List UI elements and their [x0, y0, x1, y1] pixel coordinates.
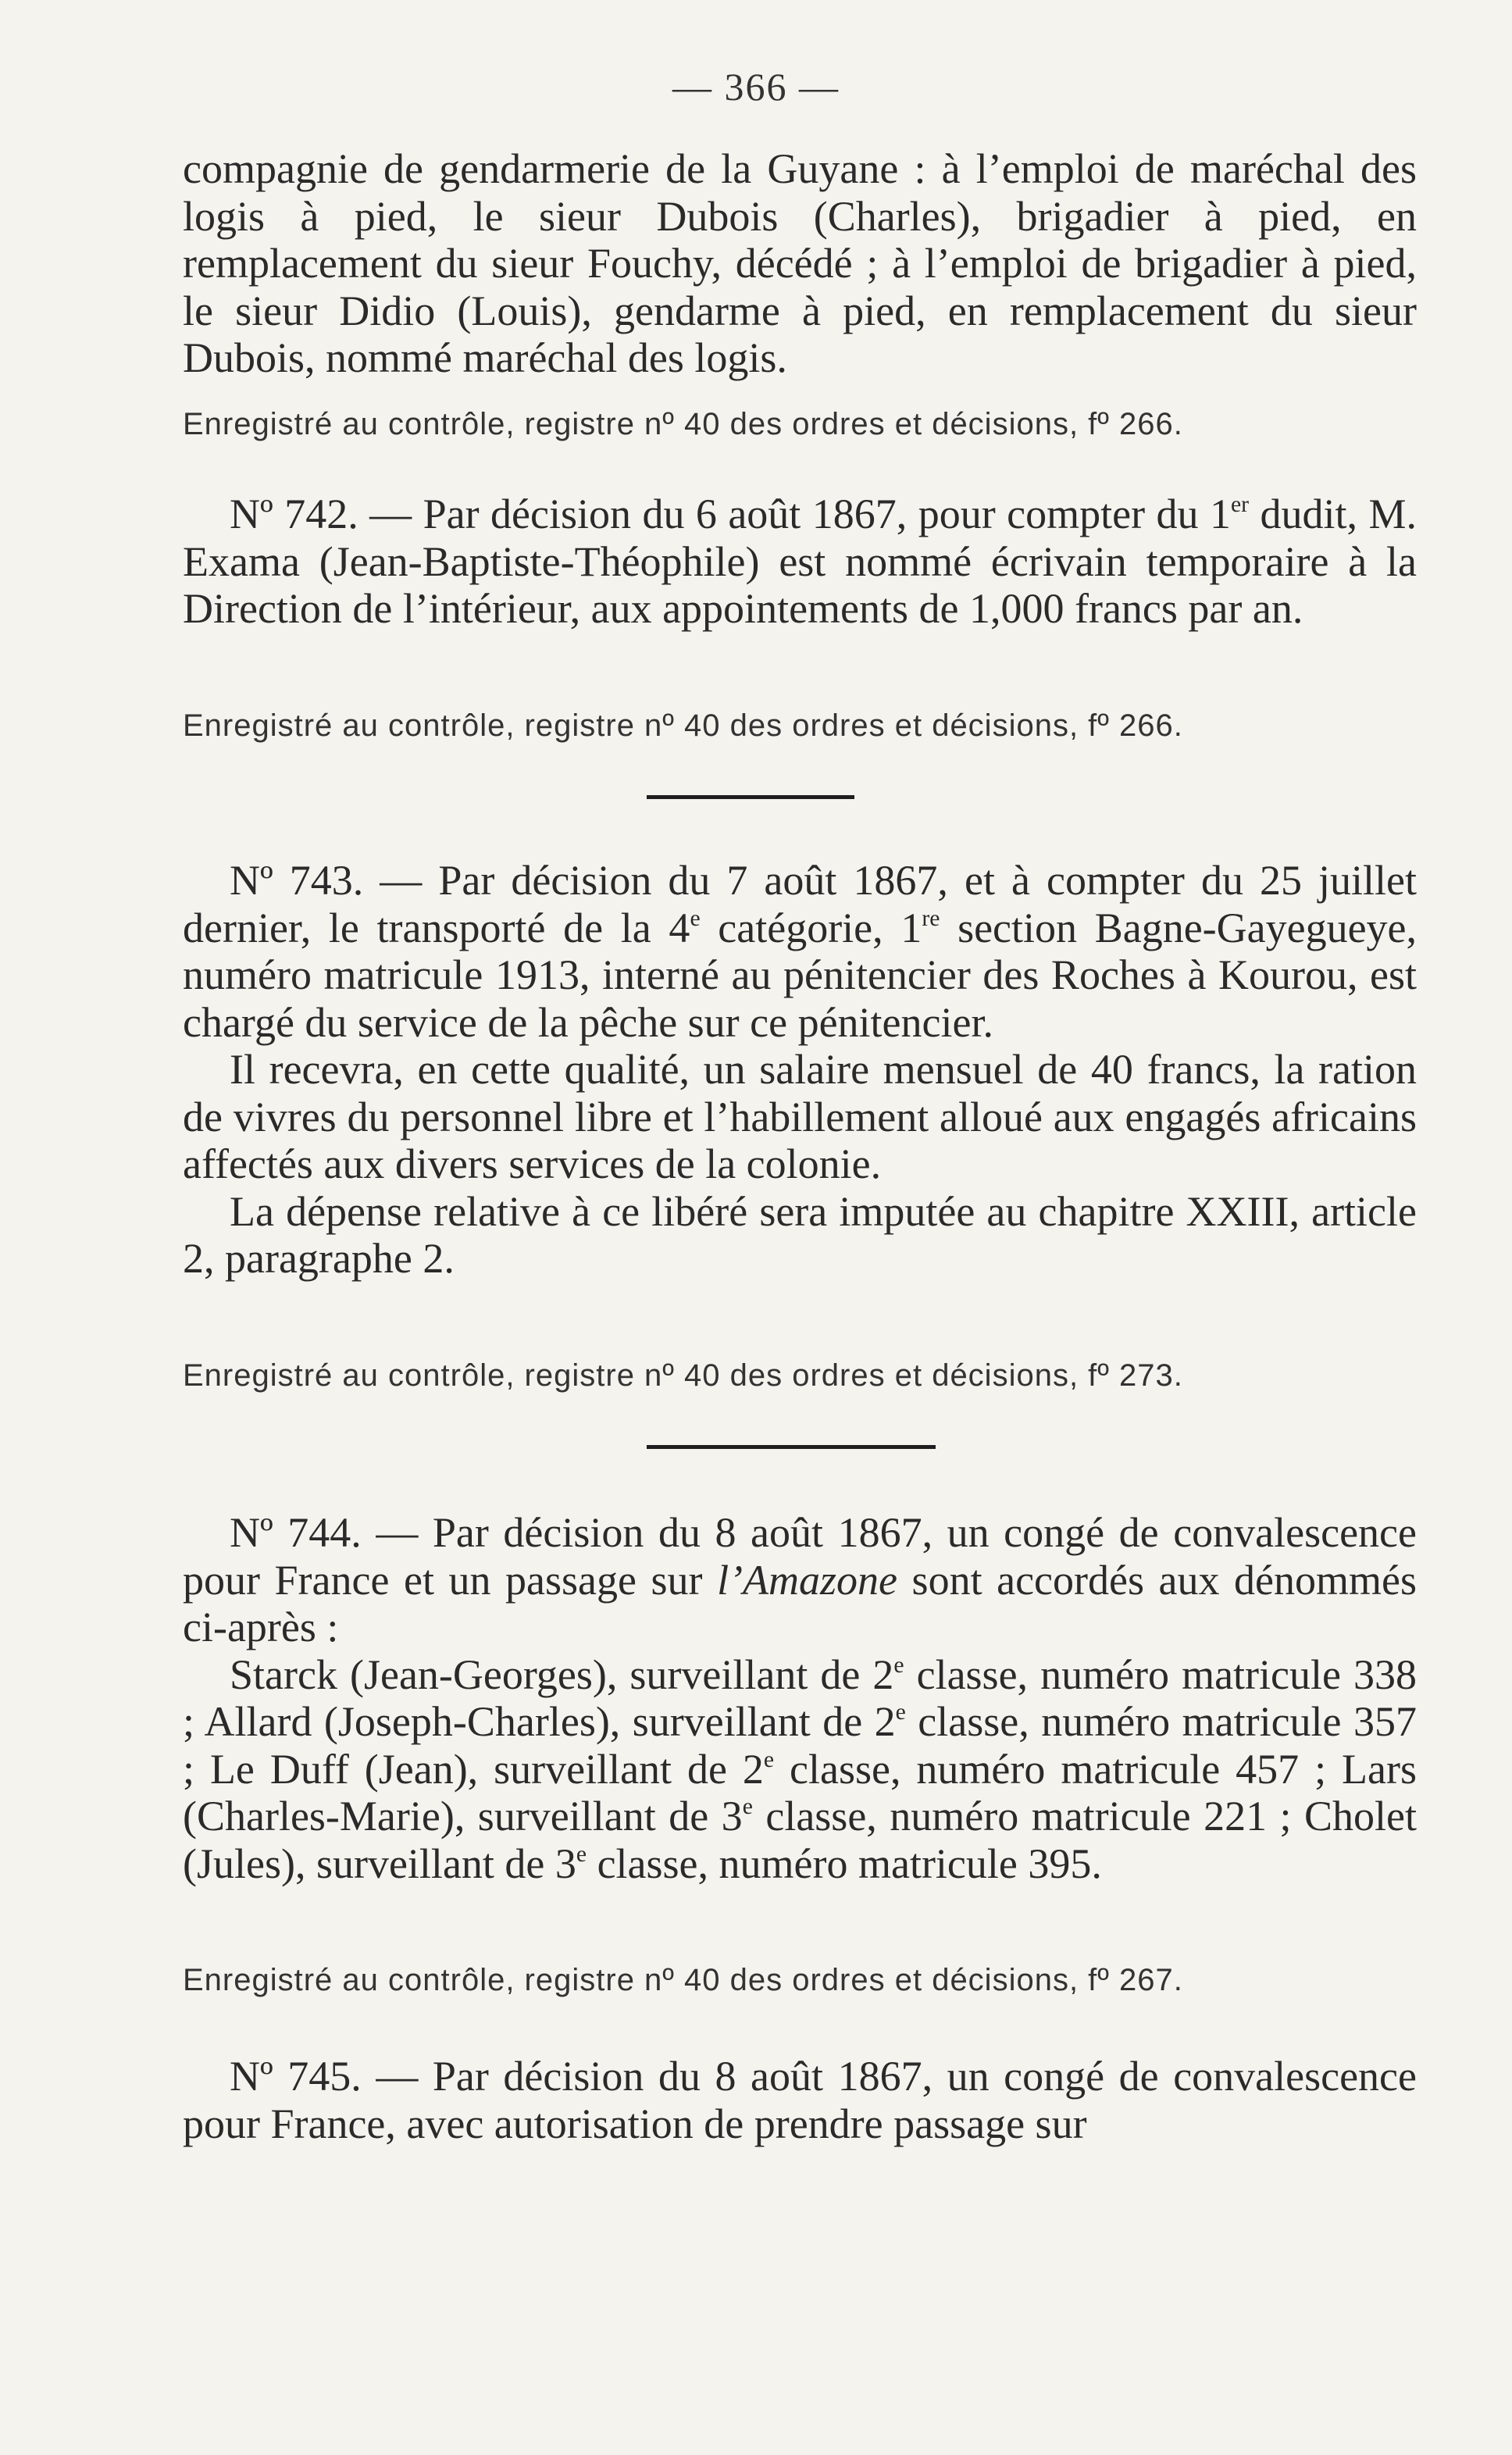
opening-section [183, 145, 1417, 382]
opening-text: compagnie de gendarmerie de la Guyane : à l’emploi de maréchal des logis à pied, le sieur Dubois (Charles), brigadier à pied, en remplacement du sieur Fouchy, décédé ; à l’emploi de brigadier à pied, le sieur Didio (Louis), gendarme à pied, en remplacement du sieur Dubois, nommé maréchal des logis. [183, 145, 1417, 381]
decision-744 [183, 1509, 1417, 1887]
page-number: — 366 — [672, 65, 840, 109]
decision-745 [183, 2053, 1417, 2147]
opening-registration-wrap [183, 406, 1417, 442]
decision-744-paragraph-1: Nº 744. — Par décision du 8 août 1867, un congé de convalescence pour France et un passage sur l’Amazone sont accordés aux dénommés ci-après : [183, 1509, 1417, 1650]
decision-742-text: Nº 742. — Par décision du 6 août 1867, pour compter du 1er dudit, M. Exama (Jean-Baptiste-Théophile) est nommé écrivain temporaire à la Direction de l’intérieur, aux appointements de 1,000 francs par an. [183, 491, 1417, 632]
decision-745-text: Nº 745. — Par décision du 8 août 1867, un congé de convalescence pour France, avec autorisation de prendre passage sur [183, 2053, 1417, 2147]
section-divider [647, 795, 854, 799]
registration-note: Enregistré au contrôle, registre nº 40 des ordres et décisions, fº 266. [183, 407, 1183, 441]
decision-744-registration-wrap [183, 1962, 1417, 1998]
ship-name: l’Amazone [717, 1556, 898, 1604]
decision-744-paragraph-2: Starck (Jean-Georges), surveillant de 2e classe, numéro matricule 338 ; Allard (Joseph-Charles), surveillant de 2e classe, numéro matricule 357 ; Le Duff (Jean), surveillant de 2e classe, numéro matricule 457 ; Lars (Charles-Marie), surveillant de 3e classe, numéro matricule 221 ; Cholet (Jules), surveillant de 3e classe, numéro matricule 395. [183, 1650, 1418, 1887]
decision-743 [183, 857, 1417, 1283]
registration-note: Enregistré au contrôle, registre nº 40 des ordres et décisions, fº 266. [183, 708, 1183, 743]
decision-743-registration-wrap [183, 1358, 1417, 1393]
registration-note: Enregistré au contrôle, registre nº 40 des ordres et décisions, fº 267. [183, 1963, 1183, 1997]
opening-paragraph [183, 145, 1417, 382]
registration-note: Enregistré au contrôle, registre nº 40 des ordres et décisions, fº 273. [183, 1358, 1183, 1393]
decision-743-paragraph-2: Il recevra, en cette qualité, un salaire mensuel de 40 francs, la ration de vivres du personnel libre et l’habillement alloué aux engagés africains affectés aux divers services de la colonie. [183, 1046, 1417, 1187]
section-divider [647, 1445, 936, 1449]
decision-743-paragraph-3: La dépense relative à ce libéré sera imputée au chapitre XXIII, article 2, paragraphe 2. [183, 1187, 1417, 1282]
decision-742-registration-wrap [183, 708, 1417, 744]
decision-743-paragraph-1: Nº 743. — Par décision du 7 août 1867, et à compter du 25 juillet dernier, le transporté de la 4e catégorie, 1re section Bagne-Gayegueye, numéro matricule 1913, interné au pénitencier des Roches à Kourou, est chargé du service de la pêche sur ce pénitencier. [183, 857, 1418, 1046]
decision-742 [183, 491, 1417, 633]
